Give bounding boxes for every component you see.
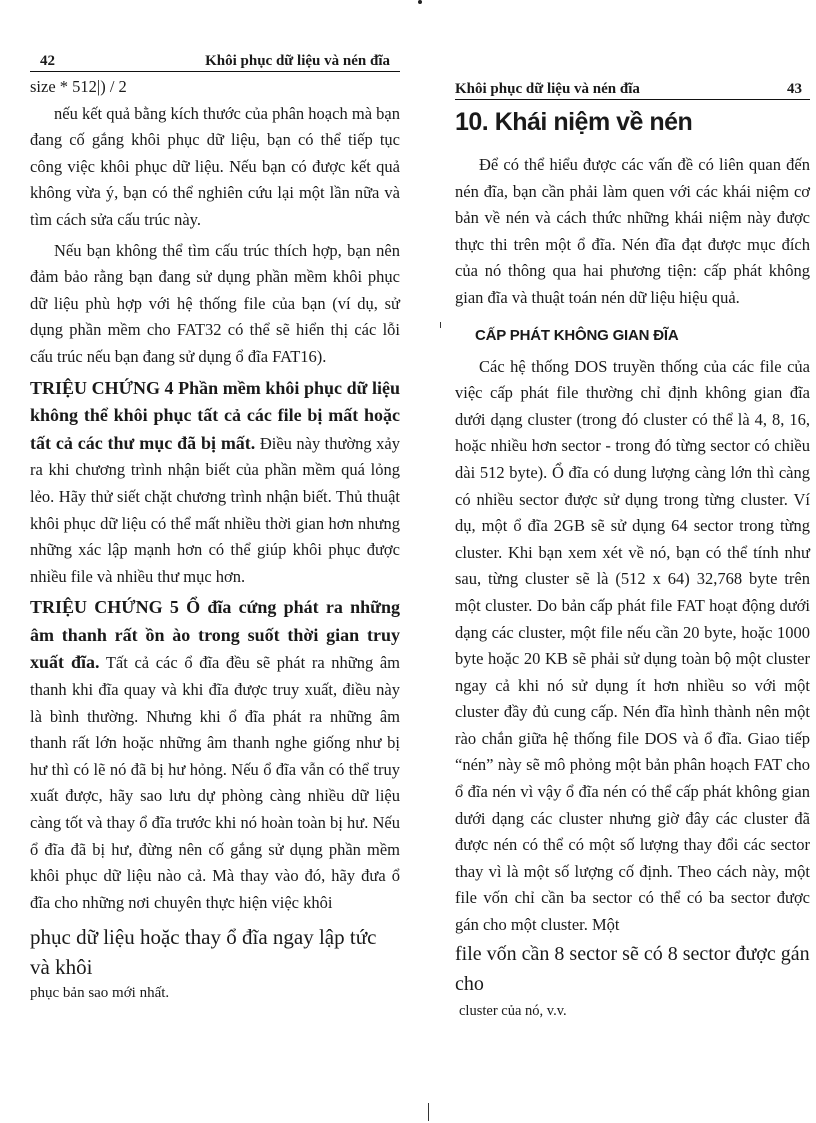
right-tail-large: file vốn cần 8 sector sẽ có 8 sector được gán cho xyxy=(455,942,810,995)
right-tail-small: cluster của nó, v.v. xyxy=(459,1002,567,1019)
left-page xyxy=(30,52,400,1004)
left-first-line: size * 512|) / 2 xyxy=(30,77,127,96)
left-paragraph-1: nếu kết quả bằng kích thước của phân hoạch mà bạn đang cố gắng khôi phục dữ liệu, bạn có thể tiếp tục công việc khôi phục dữ liệu. Nếu bạn có được kết quả không vừa ý, bạn có thể nghiên cứu lại một lần nữa và tìm cách sửa cấu trúc này. xyxy=(30,103,400,229)
right-body: Các hệ thống DOS truyền thống của các file của việc cấp phát file thường chỉ định không gian đĩa dưới dạng cluster (trong đó cluster có thể là 4, 8, 16, hoặc nhiều hơn sector - trong đó từng sector có chiều dài 512 byte). Ổ đĩa có dung lượng càng lớn thì càng có nhiều sector được sử dụng trong từng cluster. Ví dụ, một ổ đĩa 2GB sẽ sử dụng 64 sector trong từng cluster. Khi bạn xem xét về nó, bạn có thể tính như sau, từng cluster sẽ là (512 x 64) 32,768 byte trên một cluster. Do bản cấp phát file FAT hoạt động dưới dạng các cluster, một file nếu cần 20 byte, hoặc 1000 byte hoặc 20 KB sẽ phải sử dụng toàn bộ một cluster ngay cả khi nó sử dụng ít hơn nhiều so với một cluster đầy đủ cung cấp. Nén đĩa hình thành nên một rào chắn giữa hệ thống file DOS và ổ đĩa. Giao tiếp “nén” này sẽ mô phỏng một bản phân hoạch FAT cho ổ đĩa nén vì vậy ổ đĩa nén có thể cấp phát không gian dưới dạng các cluster nhưng giờ đây các cluster đã được nén có thể có một số lượng thay đổi các sector thay vì là một số lượng cố định. Theo cách này, một file vốn chỉ cần ba sector có thể có ba sector được gán cho một cluster. Một xyxy=(455,356,810,935)
symptom-4-heading: TRIỆU CHỨNG 4 Phần mềm khôi phục dữ liệu không thể khôi phục tất cả các file bị mất hoặc tất cả các thư mục đã bị mất. xyxy=(30,377,400,453)
right-page-number: 43 xyxy=(787,81,802,97)
right-intro: Để có thể hiểu được các vấn đề có liên quan đến nén đĩa, bạn cần phải làm quen với các khái niệm cơ bản về nén và cách thức những khái niệm này được thực thi trên một ổ đĩa. Nén đĩa đạt được mục đích của nó thông qua hai phương tiện: cấp phát không gian đĩa và thuật toán nén dữ liệu hiệu quả. xyxy=(455,155,810,307)
scan-mark xyxy=(418,0,422,4)
symptom-4-body: Điều này thường xảy ra khi chương trình nhận biết của phần mềm quá lỏng lẻo. Hãy thử siết chặt chương trình nhận biết. Thủ thuật khôi phục dữ liệu có thể mất nhiều thời gian hơn nhưng những xác lập mạnh hơn có thể giúp khôi phục được nhiều file và nhiều thư mục hơn. xyxy=(30,433,400,586)
right-running-title: Khôi phục dữ liệu và nén đĩa xyxy=(455,81,640,97)
right-page xyxy=(455,52,810,1023)
left-paragraph-2: Nếu bạn không thể tìm cấu trúc thích hợp, bạn nên đảm bảo rằng bạn đang sử dụng phần mềm khôi phục dữ liệu phù hợp với hệ thống file của bạn (ví dụ, sử dụng phần mềm cho FAT32 có thể sẽ hiển thị các lỗi cấu trúc nếu bạn đang sử dụng ổ đĩa FAT16). xyxy=(30,240,400,366)
left-running-title: Khôi phục dữ liệu và nén đĩa xyxy=(205,53,390,69)
binding-mark xyxy=(440,322,441,328)
symptom-5 xyxy=(30,594,400,916)
left-tail-small: phục bản sao mới nhất. xyxy=(30,985,170,1002)
right-running-head xyxy=(455,80,810,100)
subheading: CẤP PHÁT KHÔNG GIAN ĐĨA xyxy=(475,326,679,344)
left-page-number: 42 xyxy=(40,53,55,69)
left-tail-large: phục dữ liệu hoặc thay ổ đĩa ngay lập tức và khôi xyxy=(30,925,377,980)
left-running-head xyxy=(30,52,400,72)
section-heading: 10. Khái niệm về nén xyxy=(455,108,693,136)
symptom-5-body: Tất cả các ổ đĩa đều sẽ phát ra những âm thanh khi đĩa quay và khi đĩa được truy xuất, điều này là bình thường. Nhưng khi ổ đĩa phát ra những âm thanh rất lớn hoặc những âm thanh nghe giống như bị hư thì có lẽ nó đã bị hư hỏng. Nếu ổ đĩa vẫn có thể truy xuất được, hãy sao lưu dự phòng càng nhiều dữ liệu càng tốt và thay ổ đĩa trước khi nó hoàn toàn bị hư. Nếu ổ đĩa đã bị hư, đừng nên cố gắng sử dụng phần mềm khôi phục dữ liệu nào cả. Mà thay vào đó, hãy đưa ổ đĩa cho những nơi chuyên thực hiện việc khôi xyxy=(30,653,400,912)
symptom-5-heading: TRIỆU CHỨNG 5 Ổ đĩa cứng phát ra những âm thanh rất ồn ào trong suốt thời gian truy xuất đĩa. xyxy=(30,597,400,673)
page-divider xyxy=(428,1103,429,1121)
symptom-4 xyxy=(30,375,400,591)
